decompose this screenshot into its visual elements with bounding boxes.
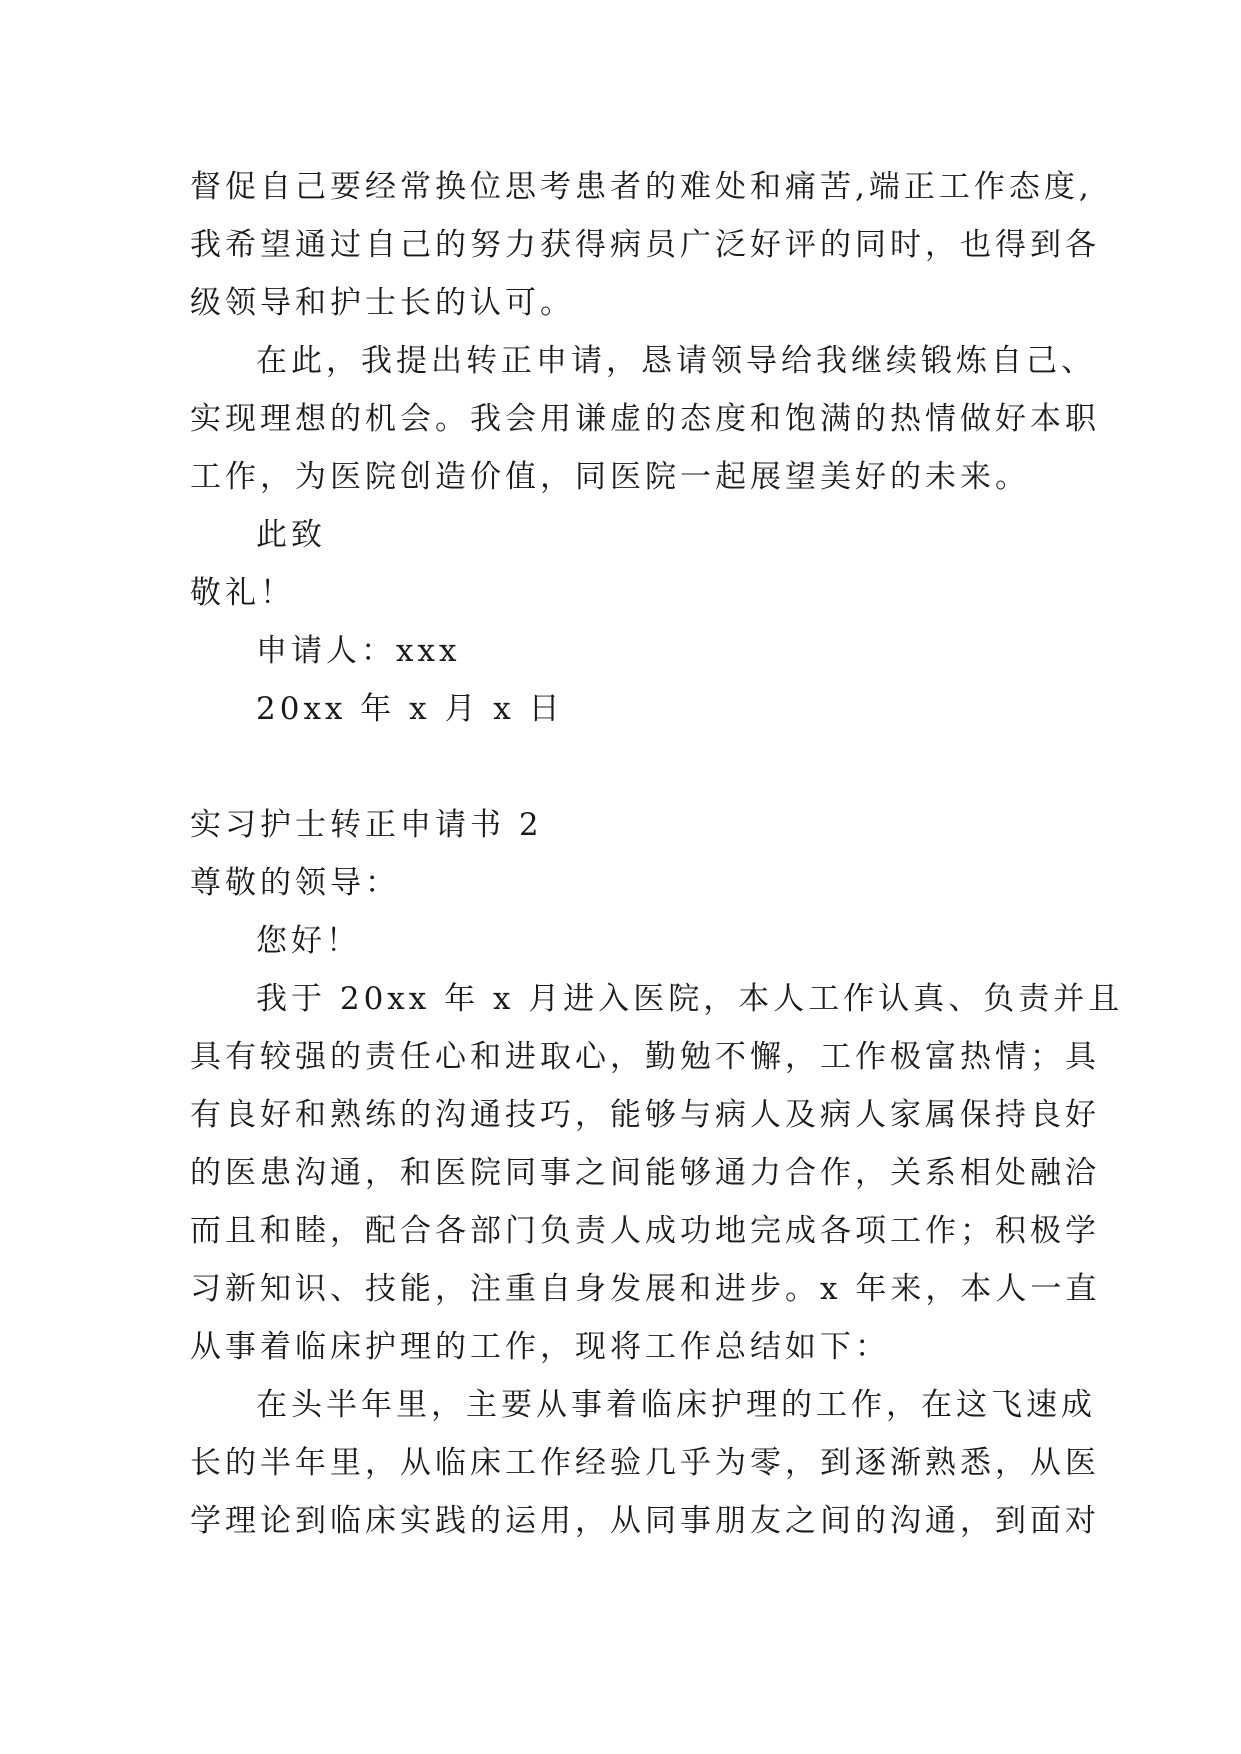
text-line: 从事着临床护理的工作，现将工作总结如下： [190,1329,890,1365]
text-line: 而且和睦，配合各部门负责人成功地完成各项工作；积极学 [190,1213,1100,1249]
text-line: 具有较强的责任心和进取心，勤勉不懈，工作极富热情；具 [190,1039,1100,1075]
greeting: 您好！ [256,923,361,959]
text-line: 在头半年里，主要从事着临床护理的工作，在这飞速成 [256,1387,1096,1423]
closing-line: 此致 [256,517,326,553]
text-line: 督促自己要经常换位思考患者的难处和痛苦,端正工作态度, [190,169,1093,205]
text-line: 长的半年里，从临床工作经验几乎为零，到逐渐熟悉，从医 [190,1445,1100,1481]
section-title: 实习护士转正申请书 2 [190,807,543,843]
section-gap [190,738,1090,796]
applicant-line: 申请人：xxx [256,633,461,669]
text-line: 工作，为医院创造价值，同医院一起展望美好的未来。 [190,459,1030,495]
text-line: 级领导和护士长的认可。 [190,285,575,321]
text-line: 习新知识、技能，注重自身发展和进步。x 年来，本人一直 [190,1271,1101,1307]
text-line: 在此，我提出转正申请，恳请领导给我继续锻炼自己、 [256,343,1096,379]
text-line: 的医患沟通，和医院同事之间能够通力合作，关系相处融洽 [190,1155,1100,1191]
date-line: 20xx 年 x 月 x 日 [256,691,564,727]
salutation: 尊敬的领导： [190,865,400,901]
text-line: 我于 20xx 年 x 月进入医院，本人工作认真、负责并且 [256,981,1124,1017]
document-body [190,158,1124,1550]
text-line: 我希望通过自己的努力获得病员广泛好评的同时，也得到各 [190,227,1100,263]
text-line: 实现理想的机会。我会用谦虚的态度和饱满的热情做好本职 [190,401,1100,437]
closing-salute: 敬礼！ [190,575,295,611]
text-line: 学理论到临床实践的运用，从同事朋友之间的沟通，到面对 [190,1503,1100,1539]
text-line: 有良好和熟练的沟通技巧，能够与病人及病人家属保持良好 [190,1097,1100,1133]
